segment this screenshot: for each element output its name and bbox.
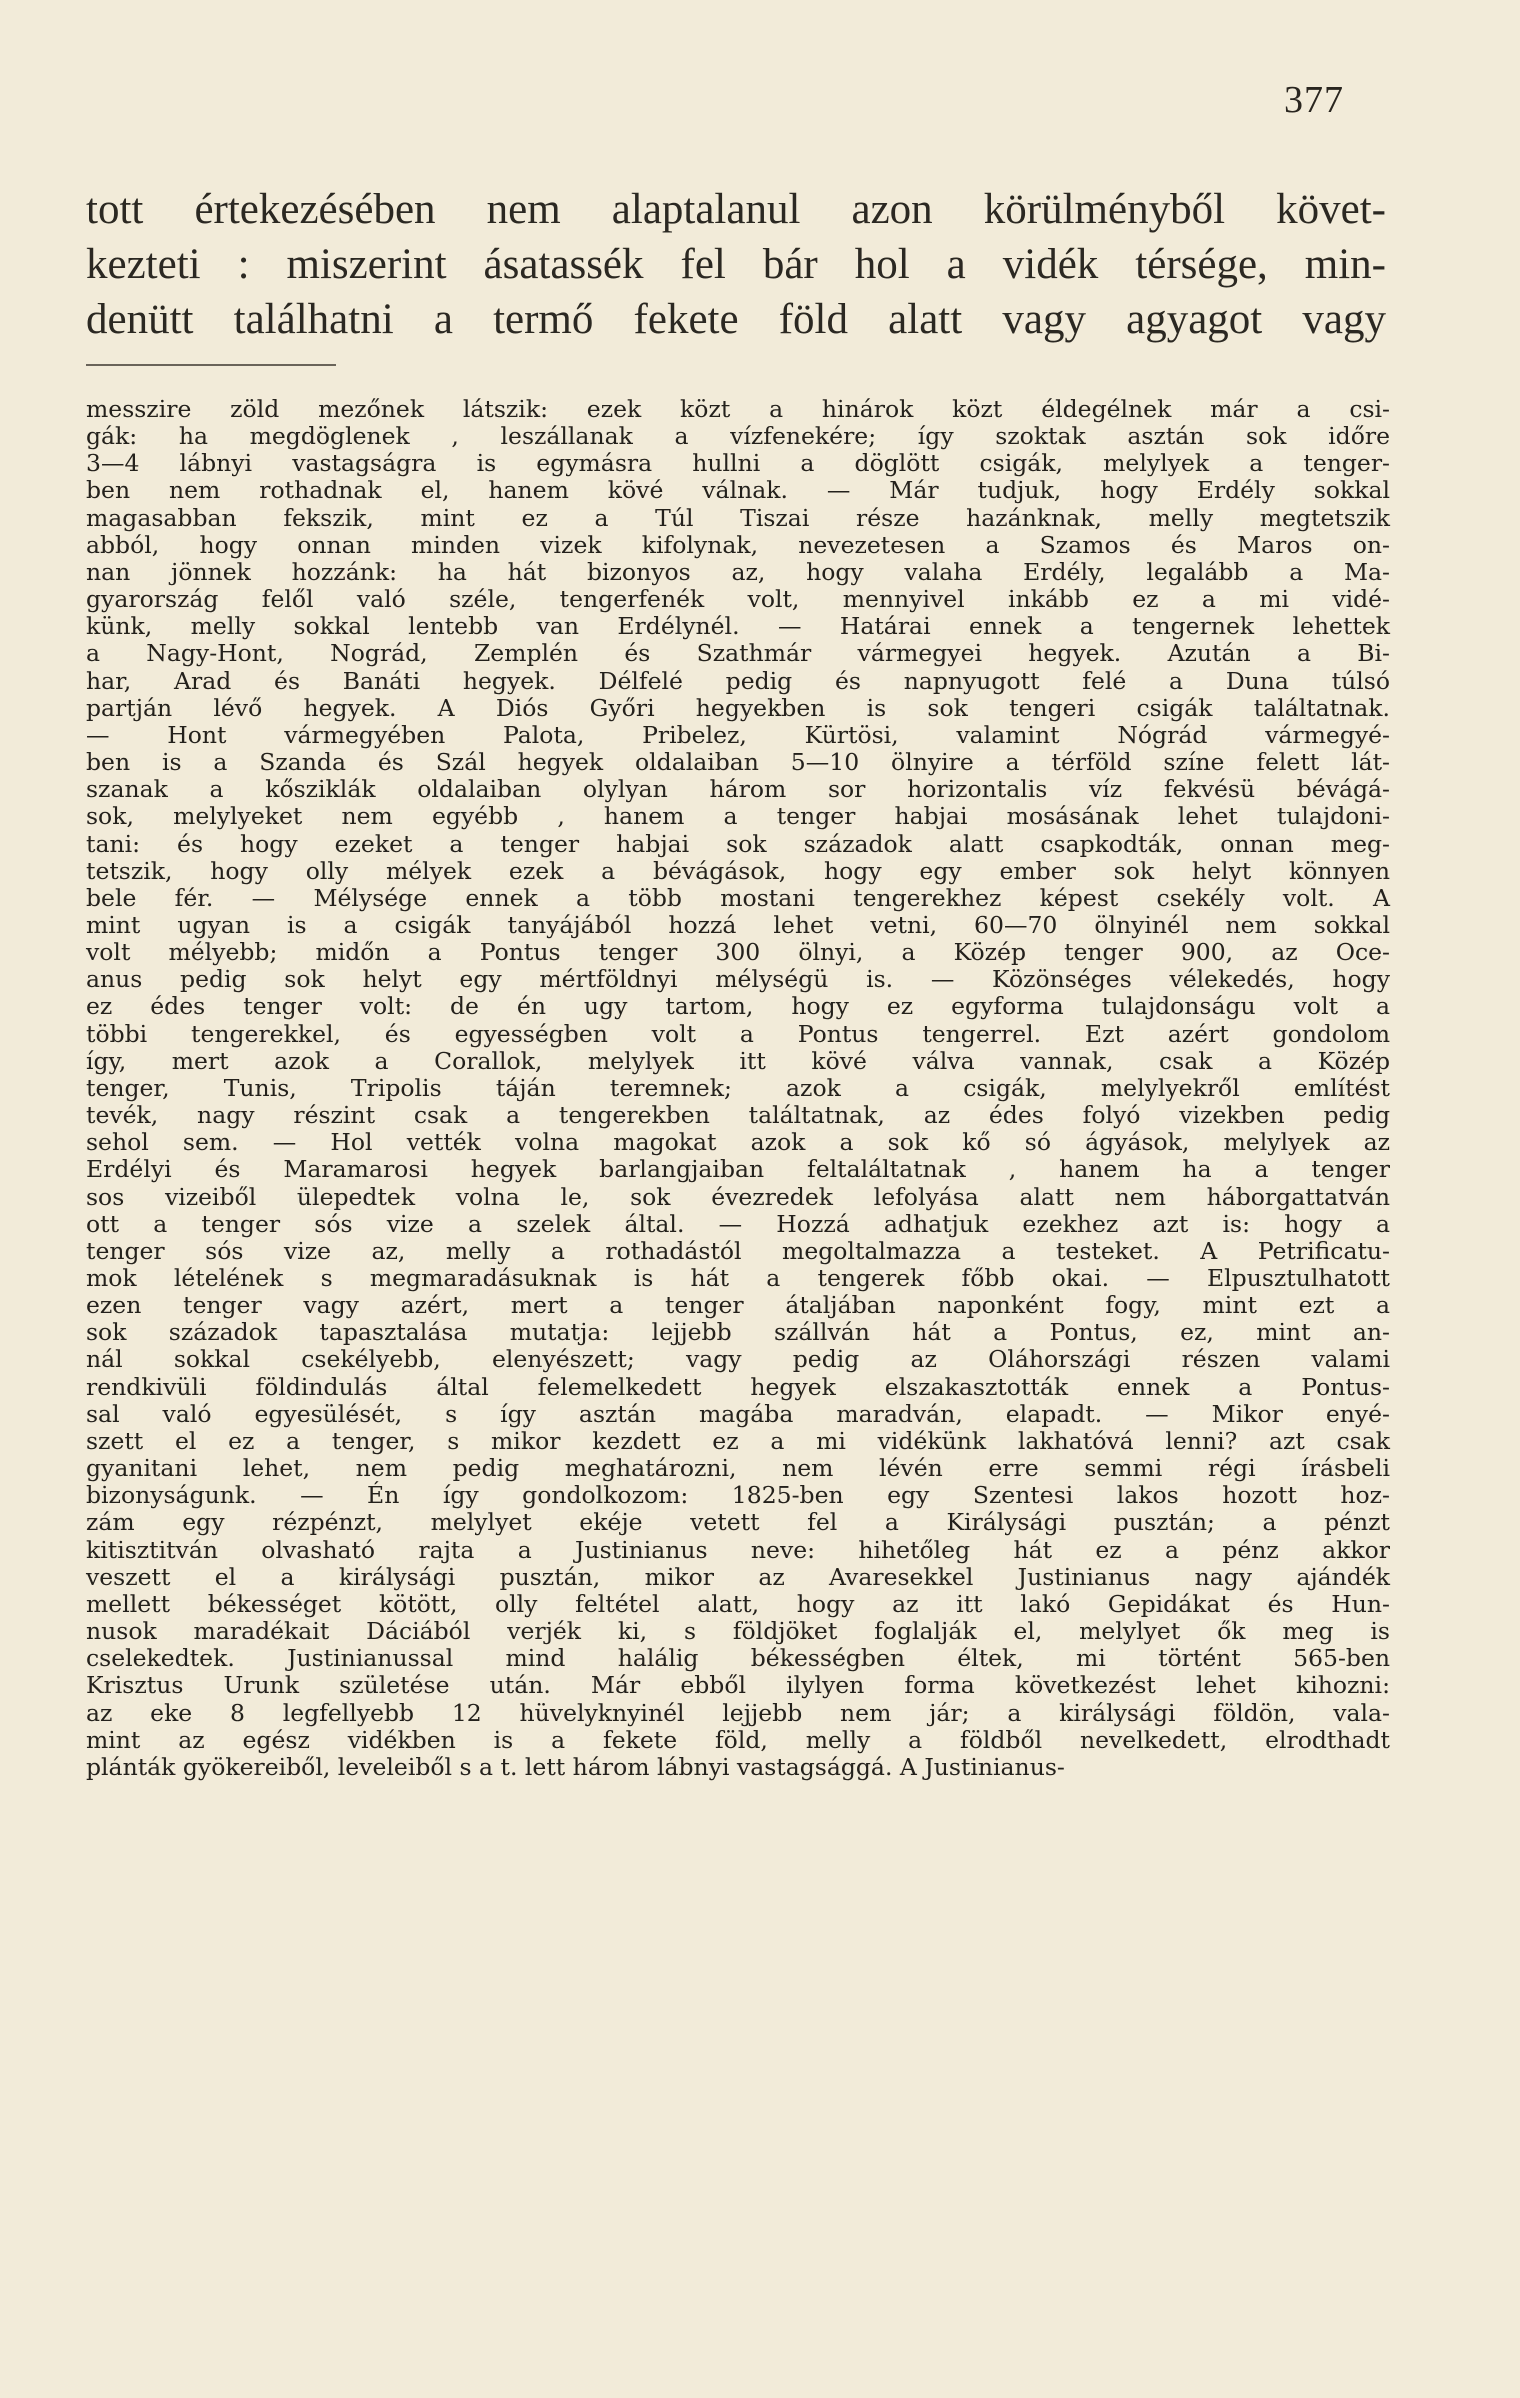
footnote-line: mint az egész vidékben is a fekete föld, melly a földből nevelkedett, elrodthadt: [86, 1725, 1390, 1754]
footnote-line: sal való egyesülését, s így asztán magába maradván, elapadt. — Mikor enyé-: [86, 1399, 1390, 1428]
footnote-separator-rule: [86, 364, 336, 366]
footnote-line: sok századok tapasztalása mutatja: lejjebb szállván hát a Pontus, ez, mint an-: [86, 1318, 1390, 1347]
footnote-line: zám egy rézpénzt, melylyet ekéje vetett fel a Királysági pusztán; a pénzt: [86, 1508, 1390, 1537]
footnote-line: sehol sem. — Hol vették volna magokat azok a sok kő só ágyások, melylyek az: [86, 1128, 1390, 1157]
footnote-line: nan jönnek hozzánk: ha hát bizonyos az, hogy valaha Erdély, legalább a Ma-: [86, 557, 1390, 586]
footnote-line: gák: ha megdöglenek , leszállanak a vízfenekére; így szoktak asztán sok időre: [86, 422, 1390, 451]
footnote-line: abból, hogy onnan minden vizek kifolynak, nevezetesen a Szamos és Maros on-: [86, 530, 1390, 559]
footnote-line: messzire zöld mezőnek látszik: ezek közt a hinárok közt éldegélnek már a csi-: [86, 395, 1390, 423]
footnote-line: Krisztus Urunk születése után. Már ebből ilylyen forma következést lehet kihozni:: [86, 1671, 1390, 1700]
footnote-line: szett el ez a tenger, s mikor kezdett ez a mi vidékünk lakhatóvá lenni? azt csak: [86, 1426, 1390, 1455]
footnote-line: sok, melylyeket nem egyébb , hanem a tenger habjai mosásának lehet tulajdoni-: [86, 802, 1390, 831]
main-text-line: denütt találhatni a termő fekete föld alatt vagy agyagot vagy: [86, 296, 1386, 343]
footnote-line: magasabban fekszik, mint ez a Túl Tiszai része hazánknak, melly megtetszik: [86, 503, 1390, 532]
footnote-line: ben nem rothadnak el, hanem kövé válnak. — Már tudjuk, hogy Erdély sokkal: [86, 476, 1390, 505]
footnote-line: cselekedtek. Justinianussal mind halálig békességben éltek, mi történt 565-ben: [86, 1644, 1390, 1673]
footnote-line: anus pedig sok helyt egy mértföldnyi mélységü is. — Közönséges vélekedés, hogy: [86, 965, 1390, 994]
footnote-line: ez édes tenger volt: de én ugy tartom, hogy ez egyforma tulajdonságu volt a: [86, 992, 1390, 1021]
footnote-line: nál sokkal csekélyebb, elenyészett; vagy pedig az Oláhországi részen valami: [86, 1345, 1390, 1374]
page-number: 377: [1284, 79, 1344, 121]
footnote-line: tenger sós vize az, melly a rothadástól megoltalmazza a testeket. A Petrificatu-: [86, 1236, 1390, 1265]
footnote-line: künk, melly sokkal lentebb van Erdélynél. — Határai ennek a tengernek lehettek: [86, 612, 1390, 641]
footnote-line: mellett békességet kötött, olly feltétel alatt, hogy az itt lakó Gepidákat és Hun-: [86, 1589, 1390, 1618]
footnote-line: nusok maradékait Dáciából verjék ki, s földjöket foglalják el, melylyet ők meg is: [86, 1617, 1390, 1646]
footnote-line: bizonyságunk. — Én így gondolkozom: 1825-ben egy Szentesi lakos hozott hoz-: [86, 1481, 1390, 1510]
footnote-line: gyanitani lehet, nem pedig meghatározni, nem lévén erre semmi régi írásbeli: [86, 1454, 1390, 1483]
footnote-line: ben is a Szanda és Szál hegyek oldalaiban 5—10 ölnyire a térföld színe felett lát-: [86, 748, 1390, 777]
footnote-line: sos vizeiből ülepedtek volna le, sok évezredek lefolyása alatt nem háborgattatván: [86, 1182, 1390, 1211]
footnote-line: többi tengerekkel, és egyességben volt a Pontus tengerrel. Ezt azért gondolom: [86, 1019, 1390, 1048]
footnote-line: har, Arad és Banáti hegyek. Délfelé pedig és napnyugott felé a Duna túlsó: [86, 666, 1390, 695]
footnote-line: partján lévő hegyek. A Diós Győri hegyekben is sok tengeri csigák találtatnak.: [86, 693, 1390, 722]
footnote-line: rendkivüli földindulás által felemelkedett hegyek elszakasztották ennek a Pontus-: [86, 1372, 1390, 1401]
footnote-line: 3—4 lábnyi vastagságra is egymásra hullni a döglött csigák, melylyek a tenger-: [86, 449, 1390, 478]
footnote-line: plánták gyökereiből, leveleiből s a t. lett három lábnyi vastagsággá. A Justinianus-: [86, 1752, 1065, 1781]
footnote-line: veszett el a királysági pusztán, mikor az Avaresekkel Justinianus nagy ajándék: [86, 1562, 1390, 1591]
footnote-line: kitisztitván olvasható rajta a Justinianus neve: hihetőleg hát ez a pénz akkor: [86, 1535, 1390, 1564]
footnote: [86, 396, 1390, 1781]
footnote-line: szanak a kősziklák oldalaiban olylyan három sor horizontalis víz fekvésü bévágá-: [86, 775, 1390, 804]
footnote-line: tetszik, hogy olly mélyek ezek a bévágások, hogy egy ember sok helyt könnyen: [86, 856, 1390, 885]
footnote-line: mok lételének s megmaradásuknak is hát a tengerek főbb okai. — Elpusztulhatott: [86, 1264, 1390, 1292]
footnote-line: ezen tenger vagy azért, mert a tenger átaljában naponként fogy, mint ezt a: [86, 1291, 1390, 1320]
main-text-line: kezteti : miszerint ásatassék fel bár hol a vidék térsége, min-: [86, 241, 1386, 288]
footnote-line: gyarország felől való széle, tengerfenék volt, mennyivel inkább ez a mi vidé-: [86, 585, 1390, 614]
footnote-line: bele fér. — Mélysége ennek a több mostani tengerekhez képest csekély volt. A: [86, 883, 1390, 912]
footnote-line: volt mélyebb; midőn a Pontus tenger 300 ölnyi, a Közép tenger 900, az Oce-: [86, 938, 1390, 967]
footnote-line: tevék, nagy részint csak a tengerekben találtatnak, az édes folyó vizekben pedig: [86, 1101, 1390, 1130]
main-text: [86, 182, 1386, 347]
footnote-line: az eke 8 legfellyebb 12 hüvelyknyinél lejjebb nem jár; a királysági földön, vala-: [86, 1698, 1390, 1727]
footnote-line: Erdélyi és Maramarosi hegyek barlangjaiban feltaláltatnak , hanem ha a tenger: [86, 1155, 1390, 1184]
main-text-line: tott értekezésében nem alaptalanul azon körülményből követ-: [86, 186, 1386, 233]
footnote-line: tani: és hogy ezeket a tenger habjai sok századok alatt csapkodták, onnan meg-: [86, 829, 1390, 858]
footnote-line: — Hont vármegyében Palota, Pribelez, Kürtösi, valamint Nógrád vármegyé-: [86, 720, 1390, 749]
footnote-line: ott a tenger sós vize a szelek által. — Hozzá adhatjuk ezekhez azt is: hogy a: [86, 1209, 1390, 1238]
footnote-line: mint ugyan is a csigák tanyájából hozzá lehet vetni, 60—70 ölnyinél nem sokkal: [86, 910, 1390, 939]
footnote-line: így, mert azok a Corallok, melylyek itt kövé válva vannak, csak a Közép: [86, 1046, 1390, 1075]
footnote-line: tenger, Tunis, Tripolis táján teremnek; azok a csigák, melylyekről említést: [86, 1073, 1390, 1102]
footnote-line: a Nagy-Hont, Nográd, Zemplén és Szathmár vármegyei hegyek. Azután a Bi-: [86, 639, 1390, 668]
